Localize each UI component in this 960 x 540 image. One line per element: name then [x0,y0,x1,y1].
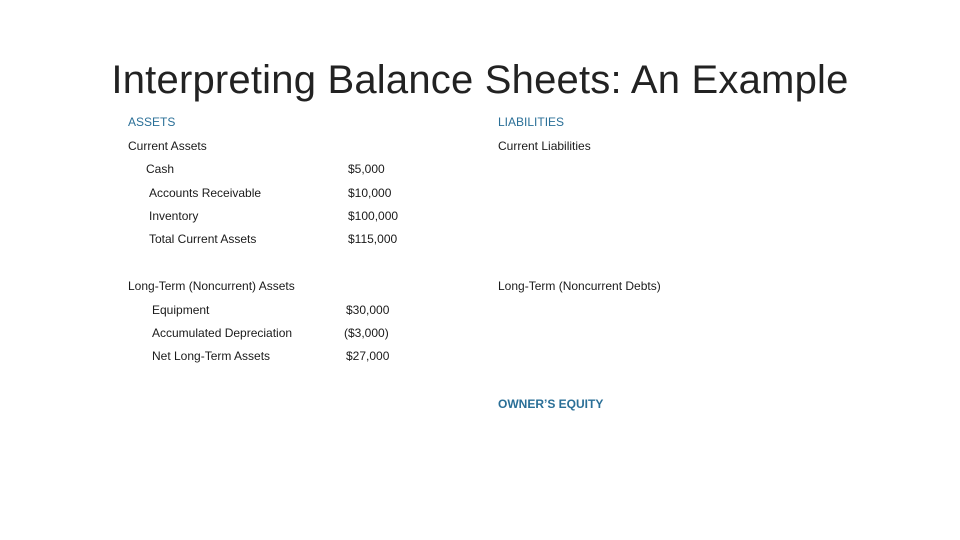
long-term-assets-heading: Long-Term (Noncurrent) Assets [128,279,295,293]
current-liabilities-heading: Current Liabilities [498,139,591,153]
cash-label: Cash [146,162,175,176]
equipment-value: $30,000 [346,303,390,317]
total-current-assets-value: $115,000 [348,232,398,246]
liabilities-heading: LIABILITIES [498,115,565,129]
owners-equity-heading: OWNER’S EQUITY [498,397,604,411]
inventory-label: Inventory [149,209,199,223]
accounts-receivable-label: Accounts Receivable [149,186,262,200]
assets-heading: ASSETS [128,115,176,129]
slide-title: Interpreting Balance Sheets: An Example [111,58,849,102]
equipment-label: Equipment [152,303,210,317]
current-assets-heading: Current Assets [128,139,207,153]
net-long-term-assets-label: Net Long-Term Assets [152,349,271,363]
net-long-term-assets-value: $27,000 [346,349,390,363]
accumulated-depreciation-label: Accumulated Depreciation [152,326,293,340]
long-term-debts-heading: Long-Term (Noncurrent Debts) [498,279,661,293]
accounts-receivable-value: $10,000 [348,186,392,200]
accumulated-depreciation-value: ($3,000) [344,326,389,340]
total-current-assets-label: Total Current Assets [149,232,257,246]
inventory-value: $100,000 [348,209,399,223]
cash-value: $5,000 [348,162,385,176]
